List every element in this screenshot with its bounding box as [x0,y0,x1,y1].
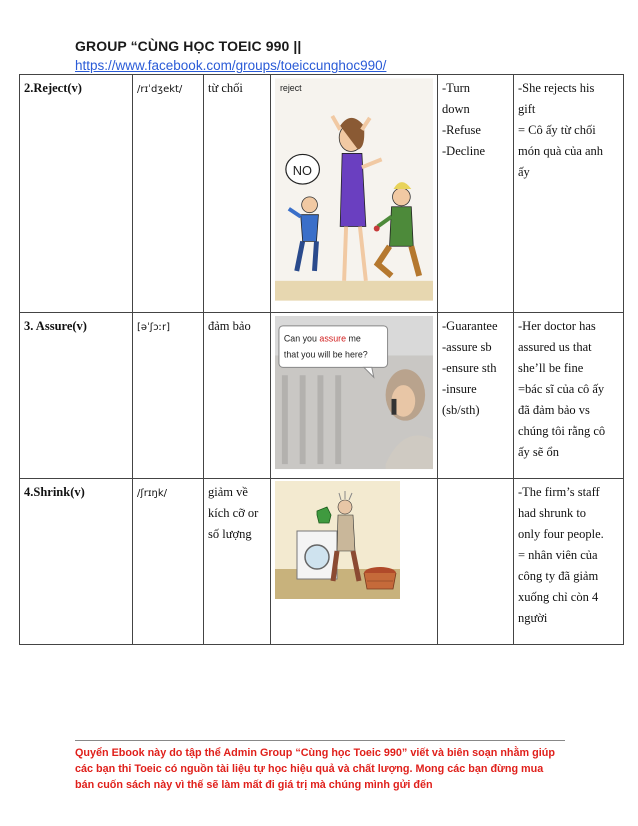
svg-text:that you will be here?: that you will be here? [283,349,368,360]
synonyms-cell: -Guarantee -assure sb -ensure sth -insure (sb/sth) [438,313,514,479]
svg-text:Can you assure me: Can you assure me [283,333,361,344]
synonyms-cell [438,479,514,645]
word-cell: 2.Reject(v) [20,75,133,313]
table-row [20,75,624,313]
table-row [20,479,624,645]
word-cell: 3. Assure(v) [20,313,133,479]
illustration-cell [271,479,438,645]
meaning-cell: từ chối [204,75,271,313]
meaning-cell: giảm về kích cỡ or số lượng [204,479,271,645]
example-cell: -The firm’s staff had shrunk to only four people. = nhân viên của công ty đã giảm xuống chỉ còn 4 người [514,479,624,645]
word-cell: 4.Shrink(v) [20,479,133,645]
synonyms-cell: -Turn down -Refuse -Decline [438,75,514,313]
footer-divider [75,740,565,741]
footer-notice: Quyển Ebook này do tập thể Admin Group “Cùng học Toeic 990” viết và biên soạn nhằm giúp các bạn thi Toeic có nguồn tài liệu tự học hiệu quả và chất lượng. Mong các bạn đừng mua bán cuốn sách này vì thế sẽ làm mất đi giá trị mà chúng mình gửi đến [75,747,555,791]
ipa-cell: /rɪˈdʒekt/ [133,75,204,313]
assure-illustration [275,315,433,470]
reject-caption: reject [279,83,302,94]
ipa-cell: /ʃrɪŋk/ [133,479,204,645]
example-cell: -She rejects his gift = Cô ấy từ chối món quà của anh ấy [514,75,624,313]
facebook-group-link[interactable]: https://www.facebook.com/groups/toeiccunghoc990/ [75,58,387,73]
illustration-cell [271,75,438,313]
reject-illustration [275,77,433,302]
table-row [20,313,624,479]
shrink-illustration [275,481,400,599]
svg-text:NO: NO [292,163,313,179]
ipa-cell: [əˈʃɔːr] [133,313,204,479]
example-cell: -Her doctor has assured us that she’ll be fine =bác sĩ của cô ấy đã đảm bảo vs chúng tôi rằng cô ấy sẽ ổn [514,313,624,479]
vocabulary-table [19,74,624,645]
group-title: GROUP “CÙNG HỌC TOEIC 990 || [75,38,302,54]
illustration-cell [271,313,438,479]
meaning-cell: đảm bảo [204,313,271,479]
